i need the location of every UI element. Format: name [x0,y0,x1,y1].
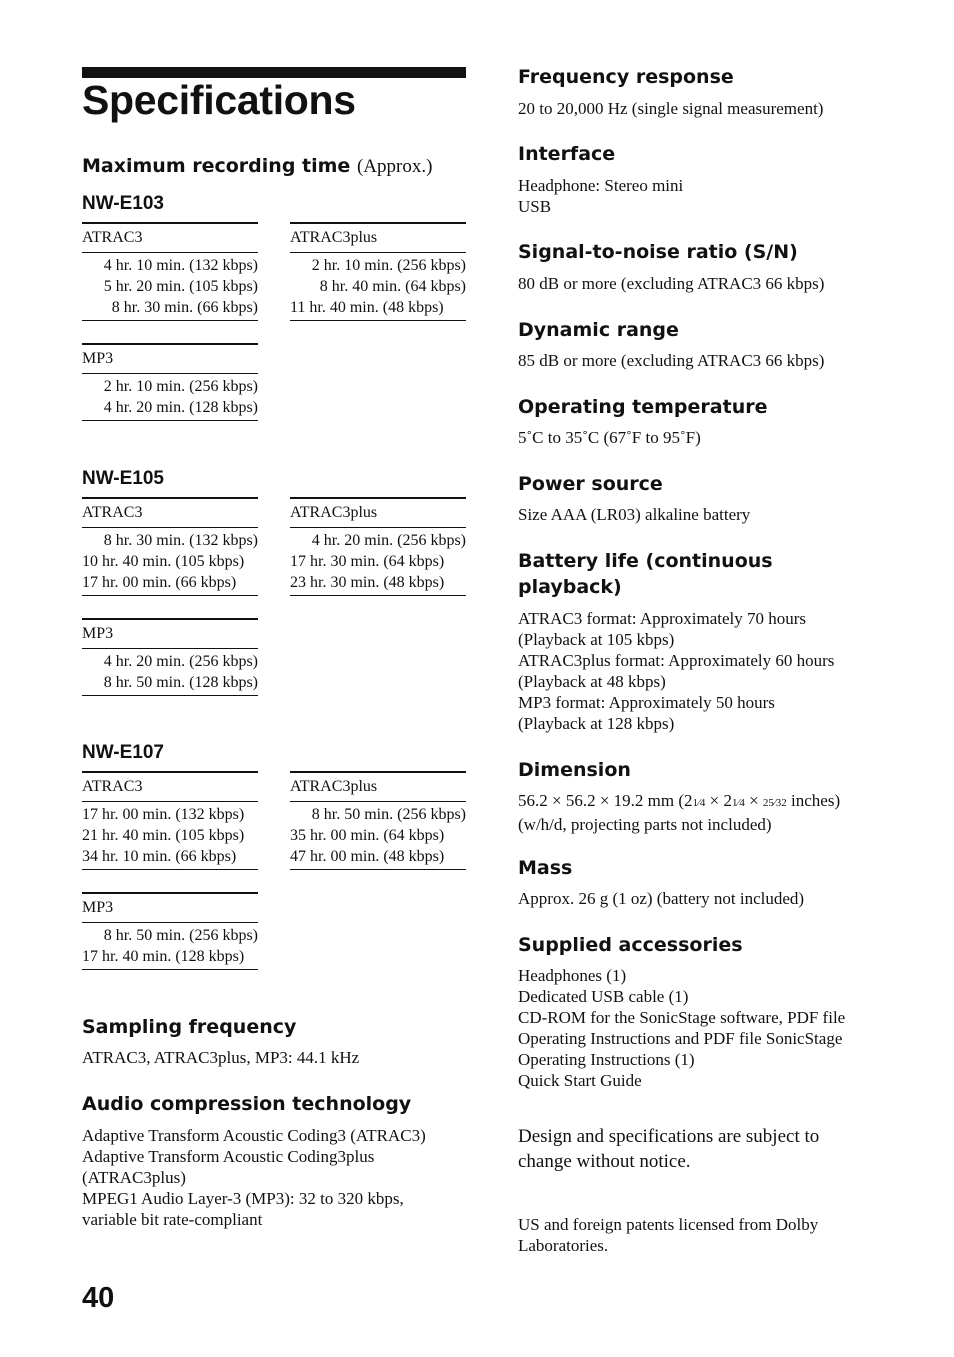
mp3-table [82,618,258,696]
snr-heading: Signal-to-noise ratio (S/N) [518,241,798,263]
operating-temp-heading: Operating temperature [518,396,768,418]
table-row: 17 hr. 00 min. (66 kbps) [82,574,237,591]
table-header: MP3 [82,345,258,374]
interface-heading: Interface [518,143,616,165]
dimension-text: 56.2 × 56.2 × 19.2 mm (21⁄4 × 21⁄4 × 25⁄32 inches) (w/h/d, projecting parts not included) [518,791,841,834]
model-name: NW-E107 [82,742,164,763]
table-row: 35 hr. 00 min. (64 kbps) [290,827,445,844]
table-row: 10 hr. 40 min. (105 kbps) [82,553,245,570]
model-name: NW-E103 [82,193,164,214]
compression-heading: Audio compression technology [82,1093,412,1115]
battery-life-heading: Battery life (continuous playback) [518,550,773,598]
list-item: Dedicated USB cable (1) [518,987,689,1006]
atrac3plus-table [290,771,466,870]
mp3-table [82,343,258,421]
table-row: 4 hr. 10 min. (132 kbps) [103,257,258,274]
table-row: 2 hr. 10 min. (256 kbps) [103,378,258,395]
frequency-response-text: 20 to 20,000 Hz (single signal measurement) [518,99,824,118]
table-header: ATRAC3plus [290,773,466,802]
table-row: 4 hr. 20 min. (256 kbps) [103,653,258,670]
table-row: 11 hr. 40 min. (48 kbps) [290,299,444,316]
list-item: Quick Start Guide [518,1071,642,1090]
table-row: 4 hr. 20 min. (128 kbps) [103,399,258,416]
table-row: 21 hr. 40 min. (105 kbps) [82,827,245,844]
accessories-list [518,965,845,1091]
table-header: MP3 [82,894,258,923]
table-row: 8 hr. 50 min. (256 kbps) [103,927,258,944]
table-row: 8 hr. 50 min. (256 kbps) [311,806,466,823]
list-item: Operating Instructions (1) [518,1050,695,1069]
atrac3plus-table [290,222,466,321]
power-source-heading: Power source [518,473,663,495]
table-row: 17 hr. 00 min. (132 kbps) [82,806,245,823]
list-item: Operating Instructions and PDF file SonicStage [518,1029,843,1048]
table-row: 23 hr. 30 min. (48 kbps) [290,574,445,591]
mass-heading: Mass [518,857,573,879]
atrac3-table [82,771,258,870]
list-item: Headphones (1) [518,966,627,985]
snr-text: 80 dB or more (excluding ATRAC3 66 kbps) [518,274,825,293]
table-header: ATRAC3plus [290,499,466,528]
accessories-heading: Supplied accessories [518,934,743,956]
list-item: CD-ROM for the SonicStage software, PDF file [518,1008,846,1027]
table-row: 8 hr. 30 min. (66 kbps) [111,299,258,316]
table-row: 8 hr. 40 min. (64 kbps) [319,278,466,295]
atrac3plus-table [290,497,466,596]
sampling-text: ATRAC3, ATRAC3plus, MP3: 44.1 kHz [82,1048,360,1067]
table-header: ATRAC3 [82,224,258,253]
dynamic-range-text: 85 dB or more (excluding ATRAC3 66 kbps) [518,351,825,370]
table-row: 8 hr. 30 min. (132 kbps) [103,532,258,549]
table-header: ATRAC3plus [290,224,466,253]
frequency-response-heading: Frequency response [518,66,734,88]
table-header: MP3 [82,620,258,649]
atrac3-table [82,222,258,321]
patents-text: US and foreign patents licensed from Dolby Laboratories. [518,1215,819,1255]
max-recording-heading: Maximum recording time (Approx.) [82,155,433,177]
table-row: 8 hr. 50 min. (128 kbps) [103,674,258,691]
mass-text: Approx. 26 g (1 oz) (battery not included) [518,889,805,908]
compression-text: Adaptive Transform Acoustic Coding3 (ATRAC3) Adaptive Transform Acoustic Coding3plus (ATRAC3plus) MPEG1 Audio Layer-3 (MP3): 32 to 320 kbps, variable bit rate-compliant [82,1126,426,1229]
battery-life-text: ATRAC3 format: Approximately 70 hours (Playback at 105 kbps) ATRAC3plus format: Approximately 60 hours (Playback at 48 kbps) MP3 format: Approximately 50 hours (Playback at 128 kbps) [518,609,835,733]
interface-text: Headphone: Stereo mini USB [518,176,684,216]
table-row: 17 hr. 30 min. (64 kbps) [290,553,445,570]
operating-temp-text: 5˚C to 35˚C (67˚F to 95˚F) [518,428,701,447]
page-number: 40 [82,1282,115,1314]
table-row: 17 hr. 40 min. (128 kbps) [82,948,245,965]
notice-text: Design and specifications are subject to change without notice. [518,1126,820,1172]
atrac3-table [82,497,258,596]
dynamic-range-heading: Dynamic range [518,319,679,341]
model-name: NW-E105 [82,468,164,489]
table-header: ATRAC3 [82,499,258,528]
power-source-text: Size AAA (LR03) alkaline battery [518,505,751,524]
table-row: 4 hr. 20 min. (256 kbps) [311,532,466,549]
table-header: ATRAC3 [82,773,258,802]
sampling-heading: Sampling frequency [82,1016,297,1038]
table-row: 2 hr. 10 min. (256 kbps) [311,257,466,274]
table-row: 47 hr. 00 min. (48 kbps) [290,848,445,865]
table-row: 5 hr. 20 min. (105 kbps) [103,278,258,295]
page-title: Specifications [82,77,356,123]
mp3-table [82,892,258,970]
dimension-heading: Dimension [518,759,631,781]
table-row: 34 hr. 10 min. (66 kbps) [82,848,237,865]
